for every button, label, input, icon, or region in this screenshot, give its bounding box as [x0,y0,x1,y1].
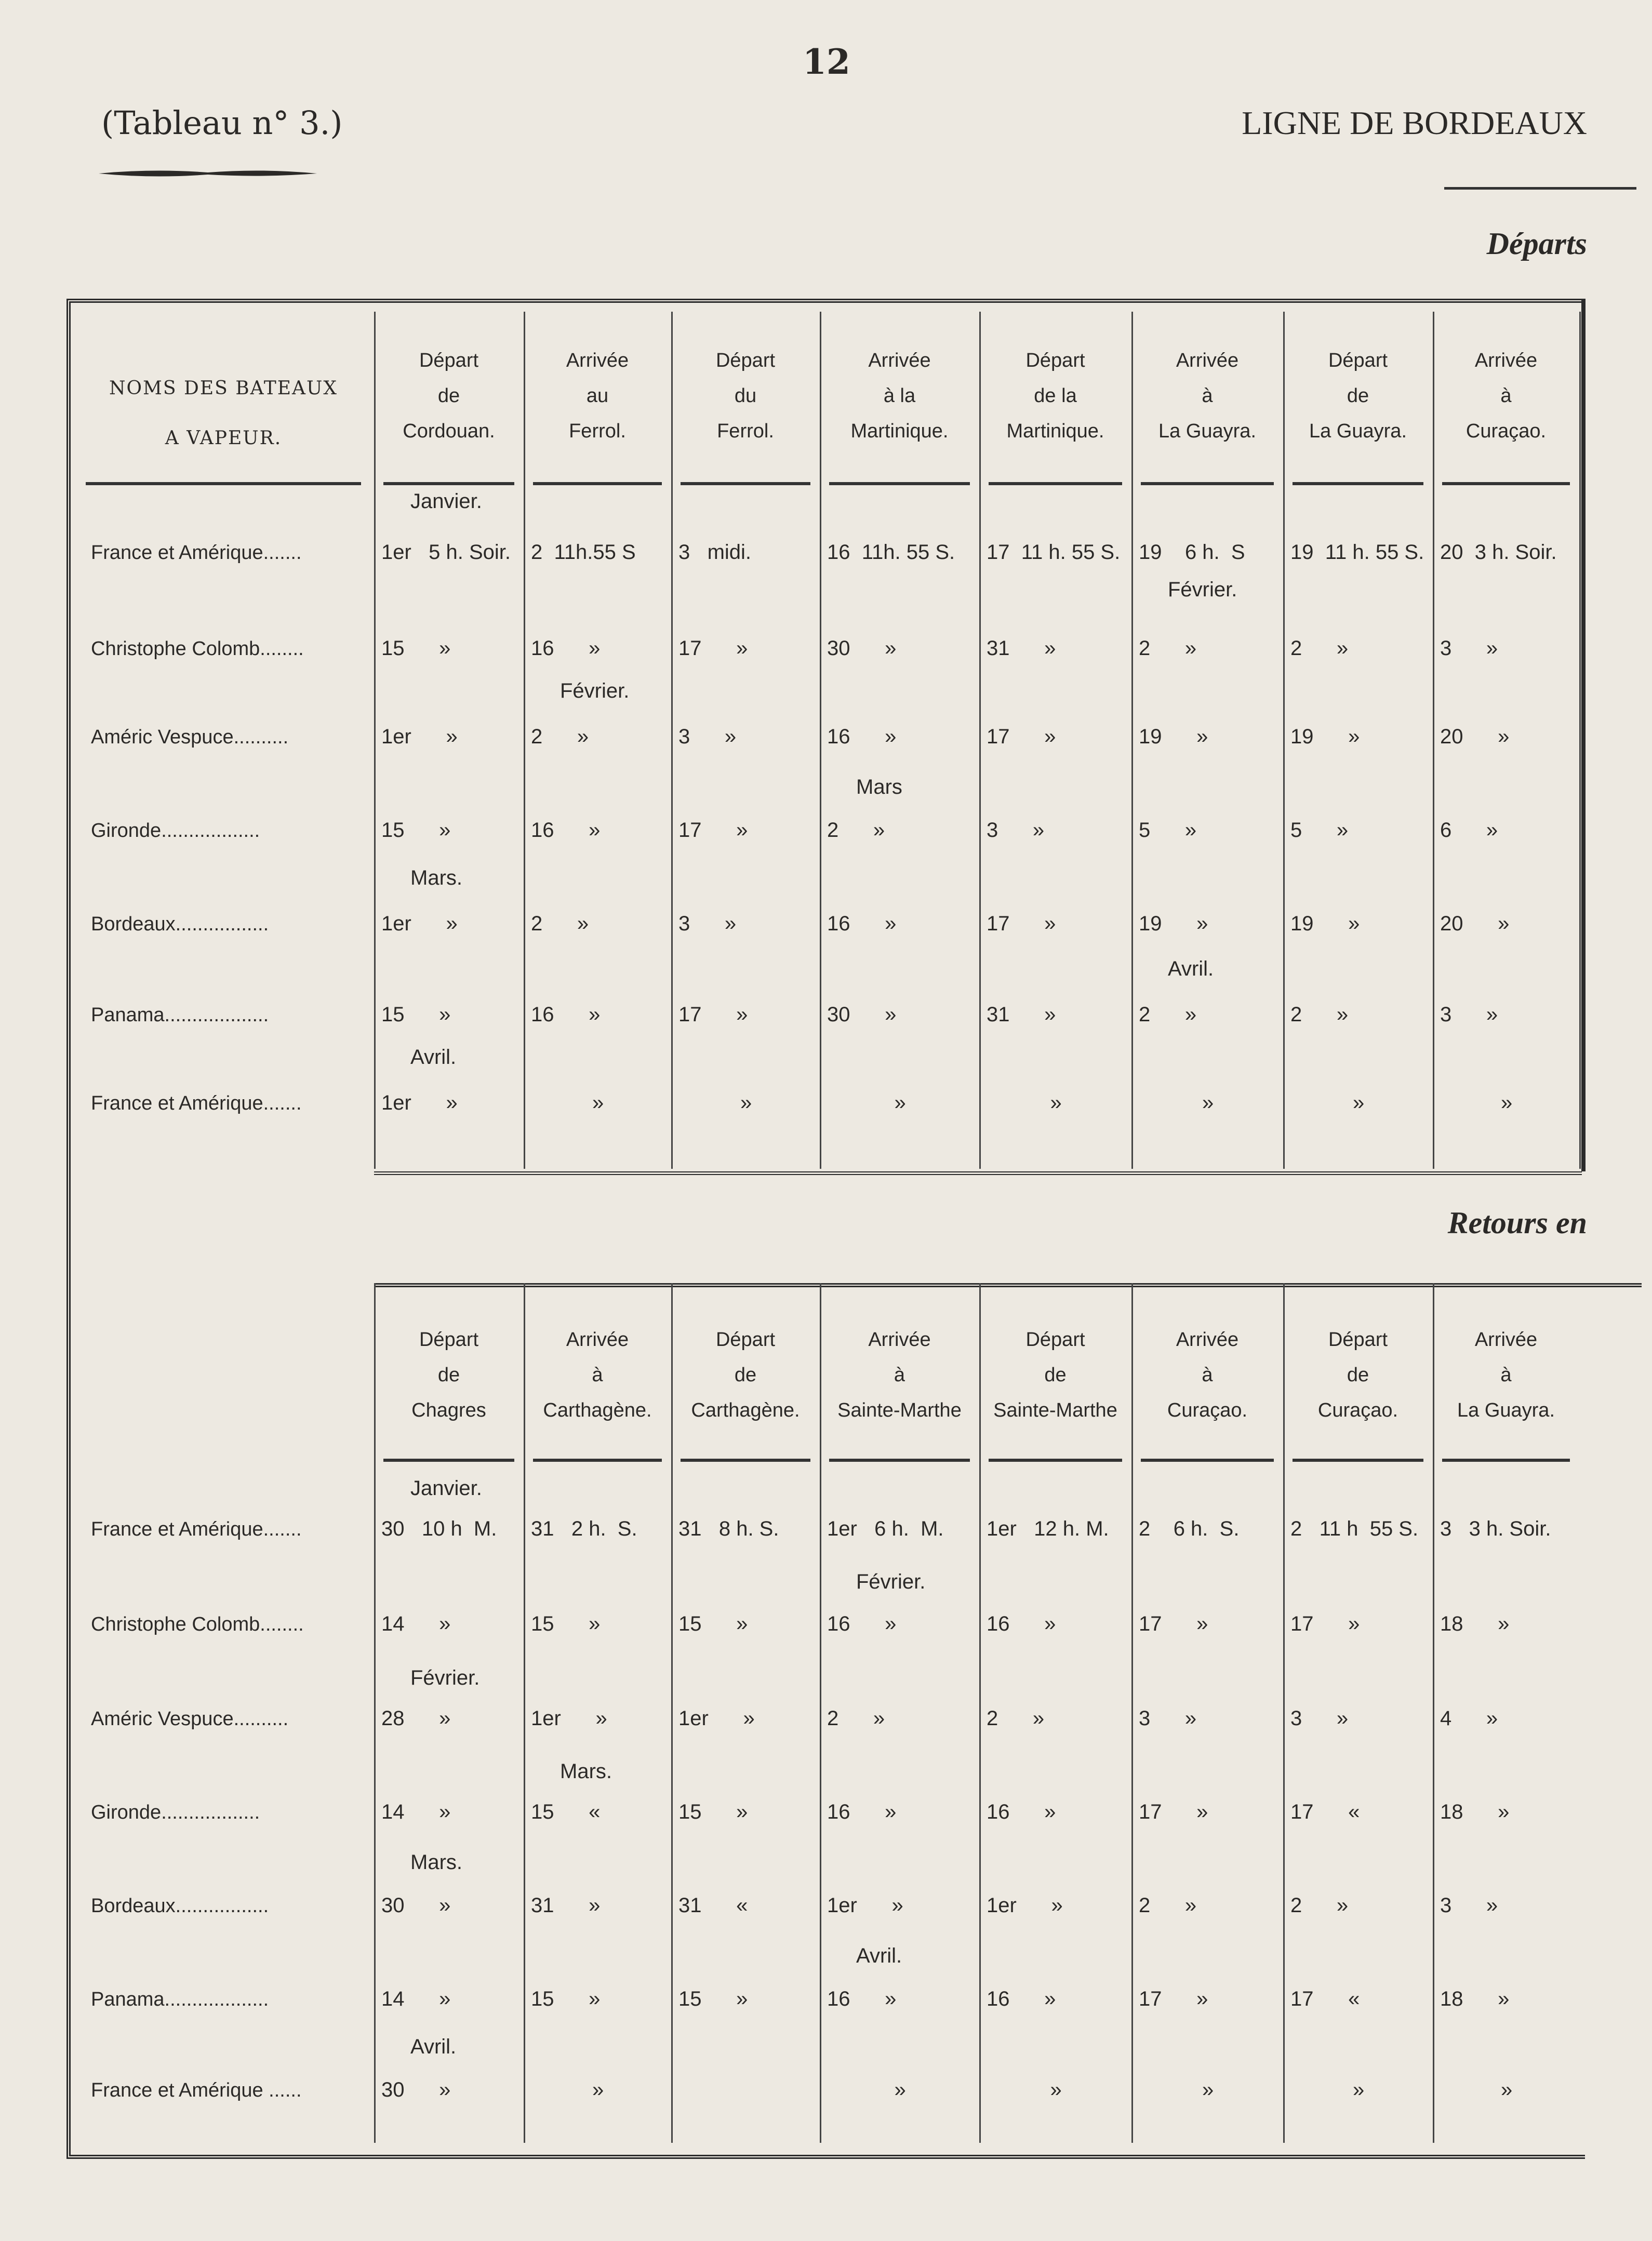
departs-heading: Départs [1486,226,1587,261]
retours-schedule-cell: » [894,2078,906,2101]
retours-schedule-cell: 14 » [381,1612,451,1635]
departs-schedule-cell: 2 » [827,819,885,842]
retours-column-header: Arrivée à Sainte-Marthe [837,1329,962,1421]
departs-column-line [820,312,821,1169]
retours-schedule-cell: 2 6 h. S. [1139,1517,1240,1540]
departs-schedule-cell: 3 » [678,912,737,935]
retours-boat-name: Bordeaux................. [91,1895,269,1917]
departs-month-label: Janvier. [410,490,482,513]
departs-boat-name: Panama................... [91,1004,269,1026]
departs-column-header: Départ de La Guayra. [1309,350,1407,442]
departs-boat-name: France et Amérique....... [91,542,302,564]
departs-schedule-cell: 3 » [1440,637,1498,660]
departs-month-label: Mars. [410,866,462,889]
retours-column-header: Départ de Curaçao. [1317,1329,1398,1421]
retours-schedule-cell: » [1353,2078,1365,2101]
departs-schedule-cell: 16 » [531,819,601,842]
departs-schedule-cell: 16 11h. 55 S. [827,541,955,564]
departs-schedule-cell: 19 » [1139,725,1208,748]
departs-column-header: Arrivée à La Guayra. [1158,350,1256,442]
retours-boat-name: Gironde.................. [91,1802,260,1823]
departs-column-line [979,312,981,1169]
departs-column-header: Arrivée à Curaçao. [1466,350,1547,442]
retours-schedule-cell: 17 « [1290,1800,1360,1823]
departs-schedule-cell: 15 » [381,819,451,842]
retours-schedule-cell: 28 » [381,1707,451,1730]
retours-schedule-cell: 2 » [827,1707,885,1730]
retours-month-label: Janvier. [410,1477,482,1500]
retours-month-label: Avril. [856,1944,902,1967]
retours-schedule-cell: 16 » [987,1987,1056,2010]
departs-month-label: Avril. [410,1046,457,1069]
departs-column-header: Arrivée au Ferrol. [566,350,629,442]
table-frame [66,299,1585,2159]
departs-column-line [1579,312,1581,1169]
retours-schedule-cell: 15 » [531,1987,601,2010]
retours-month-label: Avril. [410,2035,457,2058]
retours-schedule-cell: 30 » [381,2078,451,2101]
departs-schedule-cell: 16 » [531,637,601,660]
retours-schedule-cell: 15 » [531,1612,601,1635]
retours-heading: Retours en [1447,1206,1587,1240]
retours-schedule-cell: 31 » [531,1894,601,1917]
departs-schedule-cell: 20 » [1440,725,1510,748]
departs-schedule-cell: 2 » [1139,637,1197,660]
retours-month-label: Mars. [560,1760,612,1783]
departs-schedule-cell: 19 » [1139,912,1208,935]
departs-column-header: Départ de la Martinique. [1006,350,1104,442]
departs-schedule-cell: 1er » [381,725,458,748]
departs-schedule-cell: 2 » [531,725,589,748]
departs-month-label: Février. [1168,578,1237,601]
departs-schedule-cell: 20 » [1440,912,1510,935]
departs-column-rule [533,482,662,485]
retours-schedule-cell: 1er » [987,1894,1063,1917]
retours-column-header: Arrivée à Carthagène. [543,1329,652,1421]
retours-schedule-cell: 17 » [1139,1987,1208,2010]
retours-column-line [979,1283,981,2143]
departs-schedule-cell: » [1202,1091,1214,1114]
retours-column-rule [829,1459,970,1462]
retours-column-rule [383,1459,514,1462]
departs-boat-name: France et Amérique....... [91,1092,302,1114]
retours-column-line [374,1283,376,2143]
retours-column-line [1131,1283,1133,2143]
departs-schedule-cell: 17 » [678,819,748,842]
departs-boat-name: Christophe Colomb........ [91,638,304,660]
departs-schedule-cell: 2 » [1290,637,1349,660]
retours-boat-name: Panama................... [91,1989,269,2010]
departs-boat-name: Améric Vespuce.......... [91,726,289,748]
retours-schedule-cell: » [1050,2078,1062,2101]
departs-column-rule [1293,482,1423,485]
boats-header-line-1: NOMS DES BATEAUX [109,378,338,399]
departs-column-line [1433,312,1434,1169]
retours-boat-name: France et Amérique ...... [91,2079,302,2101]
departs-month-label: Février. [560,679,630,702]
retours-schedule-cell: 16 » [987,1800,1056,1823]
departs-schedule-cell: » [1050,1091,1062,1114]
departs-month-label: Avril. [1168,957,1214,980]
departs-schedule-cell: 2 » [1290,1003,1349,1026]
boats-header-line-2: A VAPEUR. [165,428,282,449]
departs-schedule-cell: » [1353,1091,1365,1114]
departs-schedule-cell: 1er 5 h. Soir. [381,541,511,564]
departs-schedule-cell: 1er » [381,912,458,935]
departs-column-rule [383,482,514,485]
title-rule [1444,187,1636,190]
departs-schedule-cell: 30 » [827,1003,897,1026]
departs-schedule-cell: 5 » [1290,819,1349,842]
retours-schedule-cell: 16 » [827,1800,897,1823]
retours-column-rule [681,1459,810,1462]
departs-schedule-cell: 2 11h.55 S [531,541,636,564]
departs-boat-name: Gironde.................. [91,820,260,842]
retours-schedule-cell: 17 » [1290,1612,1360,1635]
retours-schedule-cell: 18 » [1440,1800,1510,1823]
departs-schedule-cell: 3 » [1440,1003,1498,1026]
departs-schedule-cell: 17 » [678,1003,748,1026]
departs-column-line [524,312,525,1169]
departs-schedule-cell: 5 » [1139,819,1197,842]
departs-schedule-cell: 16 » [827,725,897,748]
retours-column-header: Départ de Carthagène. [691,1329,800,1421]
departs-schedule-cell: 3 » [678,725,737,748]
departs-boat-name: Bordeaux................. [91,913,269,935]
departs-schedule-cell: » [894,1091,906,1114]
retours-column-line [524,1283,525,2143]
retours-top-rule [374,1283,1642,1287]
retours-schedule-cell: 16 » [827,1612,897,1635]
retours-column-rule [989,1459,1122,1462]
tableau-reference: (Tableau n° 3.) [101,104,343,142]
retours-schedule-cell: 18 » [1440,1612,1510,1635]
departs-column-line [374,312,376,1169]
retours-schedule-cell: 31 « [678,1894,748,1917]
departs-schedule-cell: 17 11 h. 55 S. [987,541,1121,564]
retours-schedule-cell: » [1501,2078,1513,2101]
retours-schedule-cell: 15 » [678,1612,748,1635]
boats-header-rule [86,482,361,485]
retours-schedule-cell: 14 » [381,1800,451,1823]
departs-schedule-cell: » [592,1091,604,1114]
departs-column-header: Départ de Cordouan. [403,350,495,442]
retours-schedule-cell: 3 » [1139,1707,1197,1730]
retours-column-rule [1141,1459,1274,1462]
departs-schedule-cell: 19 6 h. S [1139,541,1245,564]
departs-schedule-cell: 2 » [1139,1003,1197,1026]
departs-schedule-cell: » [740,1091,752,1114]
retours-schedule-cell: 18 » [1440,1987,1510,2010]
retours-column-line [671,1283,673,2143]
departs-month-label: Mars [856,776,902,798]
retours-column-rule [533,1459,662,1462]
retours-column-header: Départ de Sainte-Marthe [993,1329,1117,1421]
section-divider-rule [374,1171,1582,1175]
departs-schedule-cell: 15 » [381,1003,451,1026]
retours-schedule-cell: 2 11 h 55 S. [1290,1517,1419,1540]
departs-schedule-cell: 20 3 h. Soir. [1440,541,1557,564]
retours-schedule-cell: » [592,2078,604,2101]
retours-schedule-cell: 1er » [827,1894,903,1917]
retours-column-rule [1442,1459,1570,1462]
departs-schedule-cell: 15 » [381,637,451,660]
retours-schedule-cell: 17 « [1290,1987,1360,2010]
retours-column-rule [1293,1459,1423,1462]
departs-schedule-cell: 19 11 h. 55 S. [1290,541,1424,564]
departs-schedule-cell: 17 » [987,725,1056,748]
retours-schedule-cell: 16 » [827,1987,897,2010]
departs-schedule-cell: 19 » [1290,725,1360,748]
retours-boat-name: France et Amérique....... [91,1518,302,1540]
retours-schedule-cell: 3 3 h. Soir. [1440,1517,1551,1540]
table-frame-right [1581,299,1586,1171]
departs-schedule-cell: 17 » [678,637,748,660]
retours-schedule-cell: 31 2 h. S. [531,1517,637,1540]
departs-schedule-cell: 16 » [827,912,897,935]
departs-column-line [671,312,673,1169]
departs-column-rule [1442,482,1570,485]
ligne-title: LIGNE DE BORDEAUX [1242,104,1587,141]
retours-schedule-cell: 15 « [531,1800,601,1823]
departs-schedule-cell: 16 » [531,1003,601,1026]
retours-schedule-cell: 1er 12 h. M. [987,1517,1109,1540]
departs-column-line [1131,312,1133,1169]
boats-column-header [83,364,364,463]
departs-column-rule [989,482,1122,485]
retours-schedule-cell: 1er » [678,1707,755,1730]
retours-schedule-cell: 1er » [531,1707,607,1730]
retours-schedule-cell: 15 » [678,1987,748,2010]
retours-schedule-cell: 17 » [1139,1612,1208,1635]
retours-column-header: Arrivée à Curaçao. [1167,1329,1248,1421]
retours-column-line [820,1283,821,2143]
departs-column-rule [829,482,970,485]
departs-schedule-cell: 6 » [1440,819,1498,842]
departs-schedule-cell: 3 » [987,819,1045,842]
retours-schedule-cell: 1er 6 h. M. [827,1517,944,1540]
ornamental-swash [96,166,319,181]
retours-schedule-cell: 2 » [1139,1894,1197,1917]
departs-schedule-cell: 3 midi. [678,541,752,564]
retours-boat-name: Christophe Colomb........ [91,1613,304,1635]
retours-month-label: Février. [410,1666,480,1689]
departs-column-header: Arrivée à la Martinique. [850,350,949,442]
departs-column-rule [681,482,810,485]
retours-schedule-cell: 15 » [678,1800,748,1823]
retours-schedule-cell: 30 10 h M. [381,1517,497,1540]
retours-column-line [1283,1283,1285,2143]
departs-schedule-cell: 17 » [987,912,1056,935]
retours-column-header: Arrivée à La Guayra. [1457,1329,1555,1421]
retours-schedule-cell: 16 » [987,1612,1056,1635]
retours-month-label: Mars. [410,1851,462,1874]
retours-schedule-cell: 2 » [1290,1894,1349,1917]
departs-column-line [1283,312,1285,1169]
retours-month-label: Février. [856,1570,926,1593]
retours-schedule-cell: 31 8 h. S. [678,1517,779,1540]
departs-schedule-cell: » [1501,1091,1513,1114]
departs-schedule-cell: 30 » [827,637,897,660]
retours-schedule-cell: 4 » [1440,1707,1498,1730]
retours-schedule-cell: 14 » [381,1987,451,2010]
retours-schedule-cell: 17 » [1139,1800,1208,1823]
retours-column-header: Départ de Chagres [411,1329,486,1421]
retours-schedule-cell: 3 » [1290,1707,1349,1730]
departs-schedule-cell: 1er » [381,1091,458,1114]
retours-boat-name: Améric Vespuce.......... [91,1708,289,1730]
departs-schedule-cell: 19 » [1290,912,1360,935]
retours-schedule-cell: 2 » [987,1707,1045,1730]
departs-schedule-cell: 31 » [987,1003,1056,1026]
departs-schedule-cell: 2 » [531,912,589,935]
retours-schedule-cell: 3 » [1440,1894,1498,1917]
retours-column-line [1433,1283,1434,2143]
departs-column-header: Départ du Ferrol. [715,350,776,442]
departs-schedule-cell: 31 » [987,637,1056,660]
retours-schedule-cell: » [1202,2078,1214,2101]
departs-column-rule [1141,482,1274,485]
page-number: 12 [803,42,850,82]
retours-schedule-cell: 30 » [381,1894,451,1917]
